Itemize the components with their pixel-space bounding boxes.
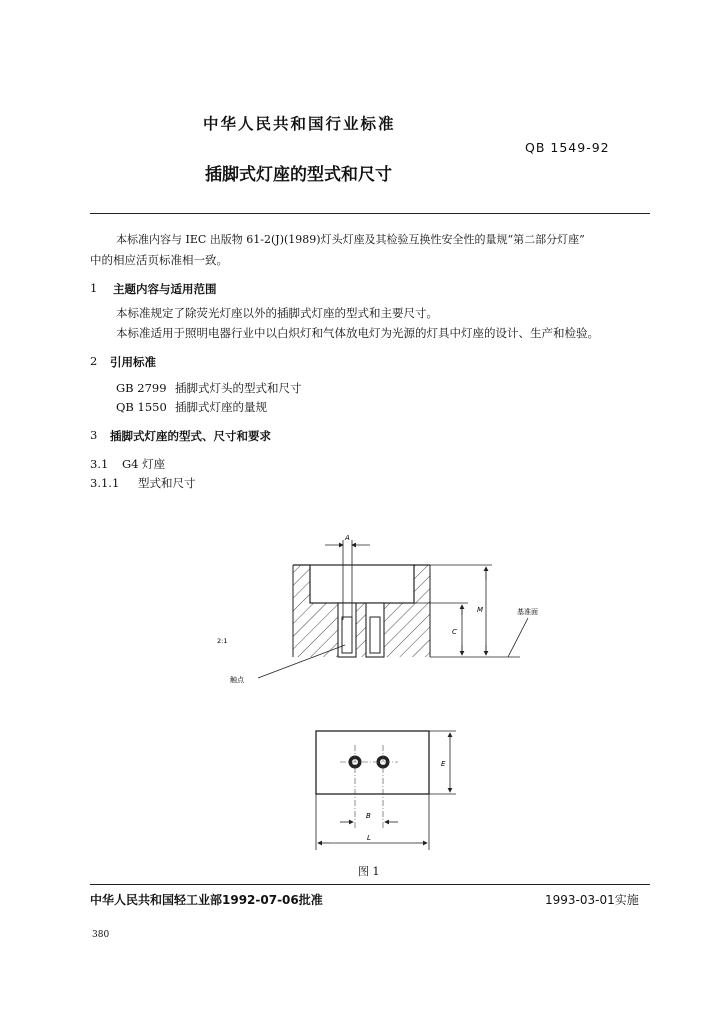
subsection-3-1-number: 3.1 — [90, 457, 109, 471]
section-1-paragraph-2: 本标准适用于照明电器行业中以白炽灯和气体放电灯为光源的灯具中灯座的设计、生产和检验。 — [116, 326, 599, 340]
section-1-title: 主题内容与适用范围 — [113, 282, 217, 296]
section-1-number: 1 — [90, 281, 98, 295]
subsection-3-1-title: G4 灯座 — [122, 457, 166, 471]
document-title: 插脚式灯座的型式和尺寸 — [205, 165, 392, 185]
reference-title: 插脚式灯头的型式和尺寸 — [175, 381, 302, 395]
intro-line-2: 中的相应活页标准相一致。 — [90, 253, 228, 267]
section-3-number: 3 — [90, 428, 98, 442]
section-3-title: 插脚式灯座的型式、尺寸和要求 — [110, 429, 271, 443]
dimension-label-E: E — [441, 760, 446, 768]
reference-code: GB 2799 — [116, 381, 167, 395]
effective-date: 1993-03-01实施 — [545, 893, 639, 907]
subsection-3-1-1-number: 3.1.1 — [90, 476, 120, 490]
dimension-label-B: B — [366, 812, 371, 820]
scale-label: 2:1 — [217, 637, 228, 645]
dimension-label-A: A — [345, 534, 350, 542]
contact-label: 触点 — [230, 676, 244, 684]
section-2-number: 2 — [90, 354, 98, 368]
holder-top-view — [316, 731, 456, 850]
intro-line-1: 本标准内容与 IEC 出版物 61-2(J)(1989)灯头灯座及其检验互换性安全性的量规“第二部分灯座” — [116, 233, 585, 246]
section-1-paragraph-1: 本标准规定了除荧光灯座以外的插脚式灯座的型式和主要尺寸。 — [116, 306, 438, 320]
page-number: 380 — [92, 930, 110, 940]
approval-info: 中华人民共和国轻工业部1992-07-06批准 — [90, 893, 323, 907]
reference-title: 插脚式灯座的量规 — [175, 400, 267, 414]
reference-plane-label: 基准面 — [517, 608, 538, 616]
figure-caption: 图 1 — [358, 865, 380, 878]
section-2-title: 引用标准 — [110, 355, 156, 369]
dimension-label-M: M — [477, 606, 484, 614]
dimension-label-L: L — [367, 834, 371, 842]
subsection-3-1-1-title: 型式和尺寸 — [138, 476, 196, 490]
standard-code: QB 1549-92 — [525, 140, 610, 155]
standard-category-title: 中华人民共和国行业标准 — [203, 115, 396, 133]
footer-rule — [90, 884, 650, 885]
dimension-label-C: C — [452, 628, 457, 636]
reference-code: QB 1550 — [116, 400, 167, 414]
holder-section-view — [217, 534, 538, 684]
